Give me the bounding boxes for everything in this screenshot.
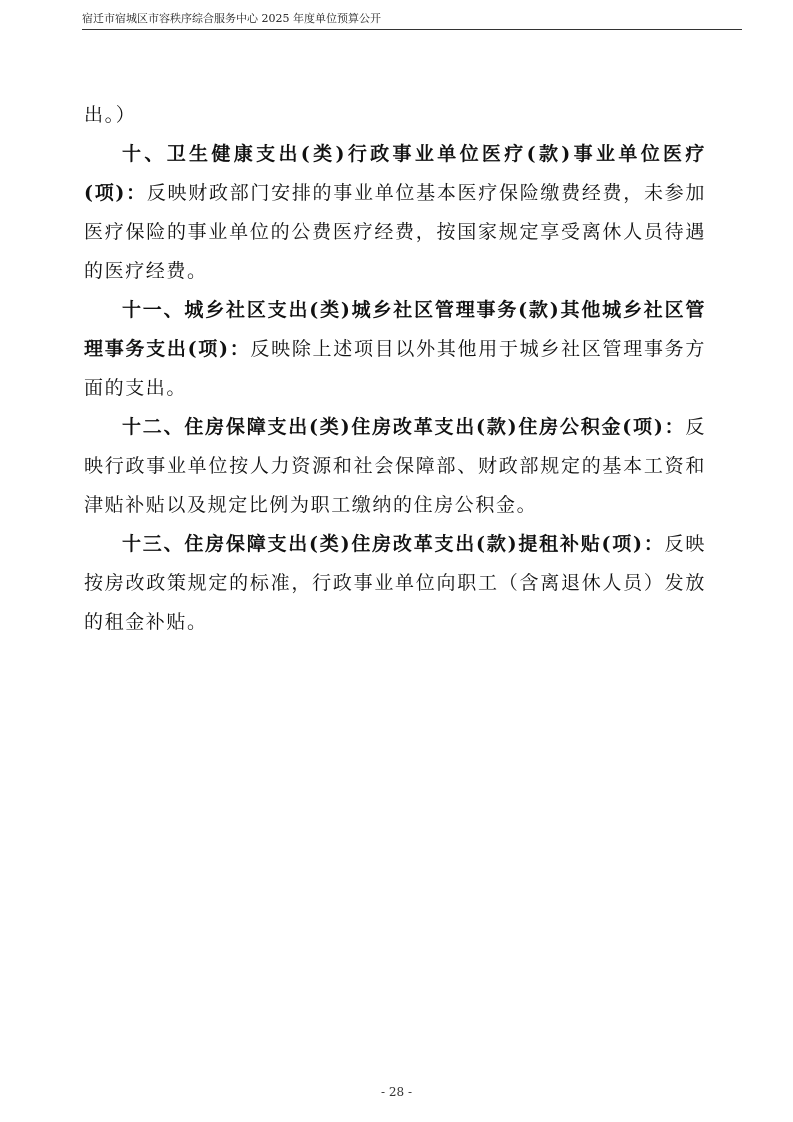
paragraph-item-11: [84, 291, 706, 408]
item-heading: 十二、住房保障支出(类)住房改革支出(款)住房公积金(项)：: [122, 416, 686, 438]
document-body: [84, 96, 706, 642]
item-heading: 十一、城乡社区支出(类)城乡社区管理事务(款)其他城乡社区管理事务支出(项)：: [84, 299, 706, 360]
paragraph-text: 反映财政部门安排的事业单位基本医疗保险缴费经费，未参加医疗保险的事业单位的公费医疗经费，按国家规定享受离休人员待遇的医疗经费。: [84, 182, 706, 282]
paragraph-item-12: [84, 408, 706, 525]
paragraph-text: 反映行政事业单位按人力资源和社会保障部、财政部规定的基本工资和津贴补贴以及规定比例为职工缴纳的住房公积金。: [84, 416, 706, 516]
page-number: - 28 -: [380, 1085, 412, 1099]
paragraph-text: 出。）: [84, 104, 137, 126]
paragraph-item-10: [84, 135, 706, 291]
item-heading: 十三、住房保障支出(类)住房改革支出(款)提租补贴(项)：: [122, 533, 665, 555]
header-rule: [82, 29, 742, 30]
item-heading: 十、卫生健康支出(类)行政事业单位医疗(款)事业单位医疗(项)：: [84, 143, 706, 204]
paragraph-continuation: [84, 96, 706, 135]
running-header: 宿迁市宿城区市容秩序综合服务中心 2025 年度单位预算公开: [82, 12, 381, 25]
paragraph-text: 反映按房改政策规定的标准，行政事业单位向职工（含离退休人员）发放的租金补贴。: [84, 533, 707, 633]
paragraph-item-13: [84, 525, 706, 642]
paragraph-text: 反映除上述项目以外其他用于城乡社区管理事务方面的支出。: [84, 338, 706, 399]
